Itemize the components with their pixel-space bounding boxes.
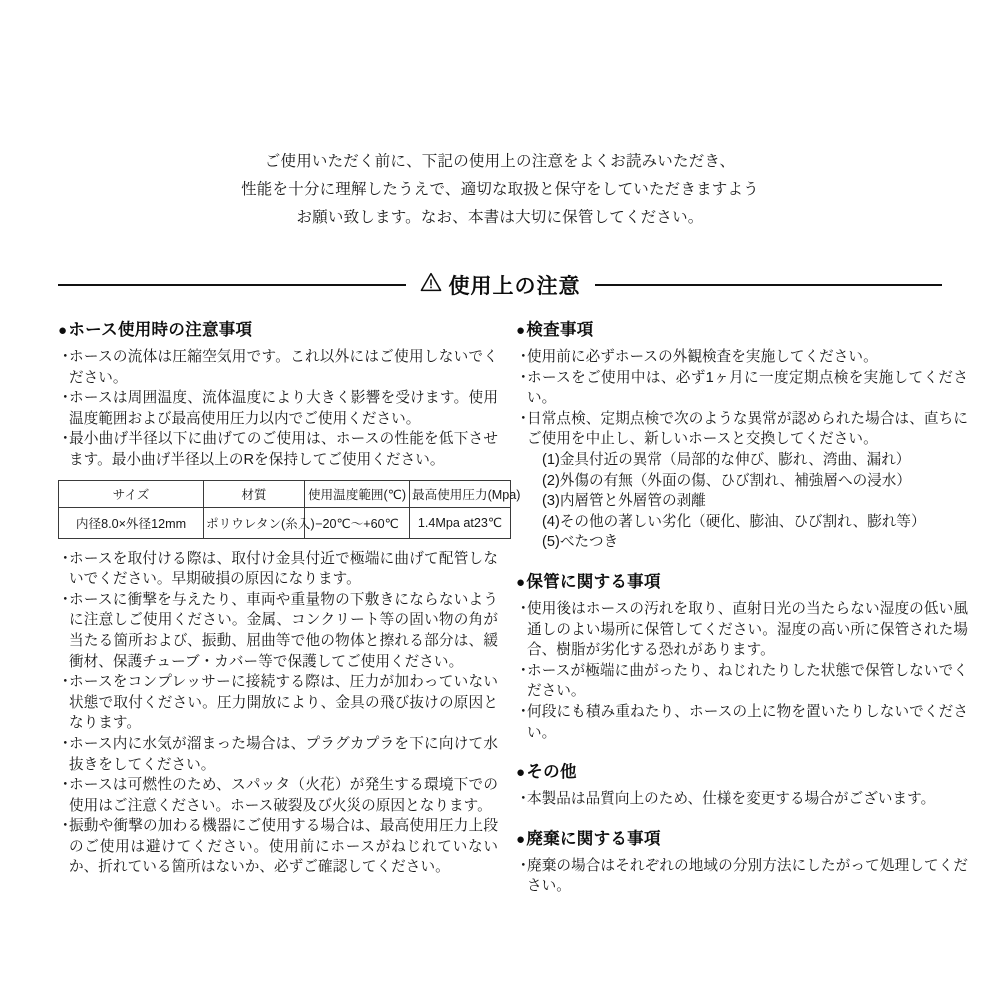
list-other <box>516 789 968 810</box>
list-item <box>58 549 498 590</box>
section-marker-icon: ● <box>516 322 526 339</box>
list-disposal <box>516 856 968 897</box>
list-item-text: ホース内に水気が溜まった場合は、プラグカプラを下に向けて水抜きをしてください。 <box>69 735 498 773</box>
list-item-text: 振動や衝撃の加わる機器にご使用する場合は、最高使用圧力上段のご使用は避けてください。使用前にホースがねじれていないか、折れている箇所はないか、必ずご確認してください。 <box>69 818 498 876</box>
list-item: (3)内層管と外層管の剥離 <box>542 493 706 510</box>
bullet-icon: ・ <box>58 591 73 608</box>
list-item <box>58 672 498 734</box>
bullet-icon: ・ <box>58 349 73 365</box>
list-storage <box>516 599 968 743</box>
intro-line-3: お願い致します。なお、本書は大切に保管してください。 <box>296 209 704 226</box>
list-hose-usage-after-table <box>58 549 498 879</box>
spec-table-head <box>59 480 521 507</box>
bullet-icon: ・ <box>58 390 73 407</box>
list-item: (1)金具付近の異常（局部的な伸び、膨れ、湾曲、漏れ） <box>542 451 911 468</box>
list-item <box>516 368 968 409</box>
left-column <box>58 316 521 878</box>
list-item <box>58 590 498 672</box>
list-item-text: 最小曲げ半径以下に曲げてのご使用は、ホースの性能を低下させます。最小曲げ半径以上のRを保持してご使用ください。 <box>69 431 498 468</box>
bullet-icon: ・ <box>58 431 73 448</box>
list-item <box>516 856 968 897</box>
section-heading-hose-usage <box>58 316 498 340</box>
list-item-text: ホースに衝撃を与えたり、車両や重量物の下敷きにならないように注意しご使用ください。金属、コンクリート等の固い物の角が当たる箇所および、振動、屈曲等で他の物体と擦れる部分は、緩衝材、保護チューブ・カバー等で保護してご使用ください。 <box>69 591 498 670</box>
table-header-cell: 使用温度範囲(℃) <box>305 480 410 507</box>
list-item: (4)その他の著しい劣化（硬化、膨油、ひび割れ、膨れ等） <box>542 513 926 530</box>
table-header-cell: 材質 <box>204 480 305 507</box>
banner-title <box>420 270 581 300</box>
list-item <box>58 734 498 775</box>
list-item <box>516 702 968 743</box>
table-cell: −20℃〜+60℃ <box>305 507 410 538</box>
warning-triangle-icon <box>420 272 442 298</box>
bullet-icon: ・ <box>516 662 531 679</box>
table-header-cell: 最高使用圧力(Mpa) <box>410 480 511 507</box>
bullet-icon: ・ <box>516 600 531 617</box>
table-header-row <box>59 480 511 507</box>
bullet-icon: ・ <box>58 777 73 794</box>
section-heading-storage <box>516 568 968 592</box>
banner <box>0 270 1000 300</box>
list-item-text: ホースは可燃性のため、スパッタ（火花）が発生する環境下での使用はご注意ください。ホース破裂及び火災の原因となります。 <box>69 777 498 814</box>
section-marker-icon: ● <box>516 573 526 591</box>
section-heading-label: 廃棄に関する事項 <box>526 829 661 848</box>
banner-rule-right <box>595 284 943 286</box>
bullet-icon: ・ <box>58 550 73 567</box>
bullet-icon: ・ <box>58 735 73 752</box>
list-item-text: ホースを取付ける際は、取付け金具付近で極端に曲げて配管しないでください。早期破損の原因になります。 <box>69 550 498 588</box>
list-item <box>516 599 968 661</box>
list-item-text: 廃棄の場合はそれぞれの地域の分別方法にしたがって処理してください。 <box>527 857 968 895</box>
list-item-text: 日常点検、定期点検で次のような異常が認められた場合は、直ちにご使用を中止し、新しいホースと交換してください。 <box>527 410 968 448</box>
table-cell: 内径8.0×外径12mm <box>59 507 204 538</box>
list-item-text: ホースが極端に曲がったり、ねじれたりした状態で保管しないでください。 <box>527 662 968 700</box>
section-heading-inspection <box>516 316 968 340</box>
list-item <box>58 347 498 388</box>
list-item-text: ホースの流体は圧縮空気用です。これ以外にはご使用しないでください。 <box>69 349 498 386</box>
section-marker-icon: ● <box>516 830 526 848</box>
intro-line-2: 性能を十分に理解したうえで、適切な取扱と保守をしていただきますよう <box>241 181 759 198</box>
list-item-text: 何段にも積み重ねたり、ホースの上に物を置いたりしないでください。 <box>527 703 968 741</box>
list-item <box>516 409 968 450</box>
bullet-icon: ・ <box>516 349 531 365</box>
section-heading-label: 保管に関する事項 <box>526 572 661 591</box>
bullet-icon: ・ <box>516 410 531 427</box>
list-item-text: 使用後はホースの汚れを取り、直射日光の当たらない湿度の低い風通しのよい場所に保管してください。湿度の高い所に保管された場合、樹脂が劣化する恐れがあります。 <box>527 600 968 659</box>
list-item <box>58 816 498 878</box>
bullet-icon: ・ <box>516 791 531 808</box>
intro-paragraph <box>0 0 1000 232</box>
spec-table <box>58 480 521 539</box>
section-heading-label: その他 <box>526 763 577 782</box>
list-item <box>58 429 498 470</box>
table-header-cell: サイズ <box>59 480 204 507</box>
list-item-text: ホースは周囲温度、流体温度により大きく影響を受けます。使用温度範囲および最高使用圧力以内でご使用ください。 <box>69 390 498 427</box>
list-item-text: ホースをご使用中は、必ず1ヶ月に一度定期点検を実施してください。 <box>527 369 968 407</box>
section-heading-label: 検査事項 <box>526 321 594 339</box>
table-cell: 1.4Mpa at23℃ <box>410 507 511 538</box>
list-item-text: 使用前に必ずホースの外観検査を実施してください。 <box>527 349 878 365</box>
list-item <box>58 388 498 429</box>
bullet-icon: ・ <box>58 674 73 691</box>
list-item <box>516 347 968 368</box>
list-item-text: 本製品は品質向上のため、仕様を変更する場合がございます。 <box>527 791 936 808</box>
section-marker-icon: ● <box>516 764 526 782</box>
table-row <box>59 507 511 538</box>
right-column <box>516 316 968 897</box>
section-marker-icon: ● <box>58 322 68 339</box>
list-inspection-defects <box>542 450 968 553</box>
table-cell: ポリウレタン(糸入) <box>204 507 305 538</box>
spec-table-body <box>59 507 511 538</box>
list-hose-usage-before-table <box>58 347 498 471</box>
list-item <box>516 789 968 810</box>
section-heading-other <box>516 758 968 782</box>
bullet-icon: ・ <box>58 818 73 835</box>
intro-line-1: ご使用いただく前に、下記の使用上の注意をよくお読みいただき、 <box>264 153 736 170</box>
section-heading-disposal <box>516 825 968 849</box>
banner-title-text: 使用上の注意 <box>448 275 581 298</box>
bullet-icon: ・ <box>516 369 531 386</box>
list-item <box>58 775 498 816</box>
list-item: (2)外傷の有無（外面の傷、ひび割れ、補強層への浸水） <box>542 472 911 489</box>
list-item-text: ホースをコンプレッサーに接続する際は、圧力が加わっていない状態で取付ください。圧力開放により、金具の飛び抜けの原因となります。 <box>69 674 498 732</box>
list-item <box>516 661 968 702</box>
list-item: (5)べたつき <box>542 534 619 551</box>
list-inspection <box>516 347 968 450</box>
bullet-icon: ・ <box>516 703 531 720</box>
banner-rule-left <box>58 284 406 286</box>
section-heading-label: ホース使用時の注意事項 <box>68 321 253 339</box>
bullet-icon: ・ <box>516 857 531 874</box>
content-columns <box>0 300 1000 897</box>
